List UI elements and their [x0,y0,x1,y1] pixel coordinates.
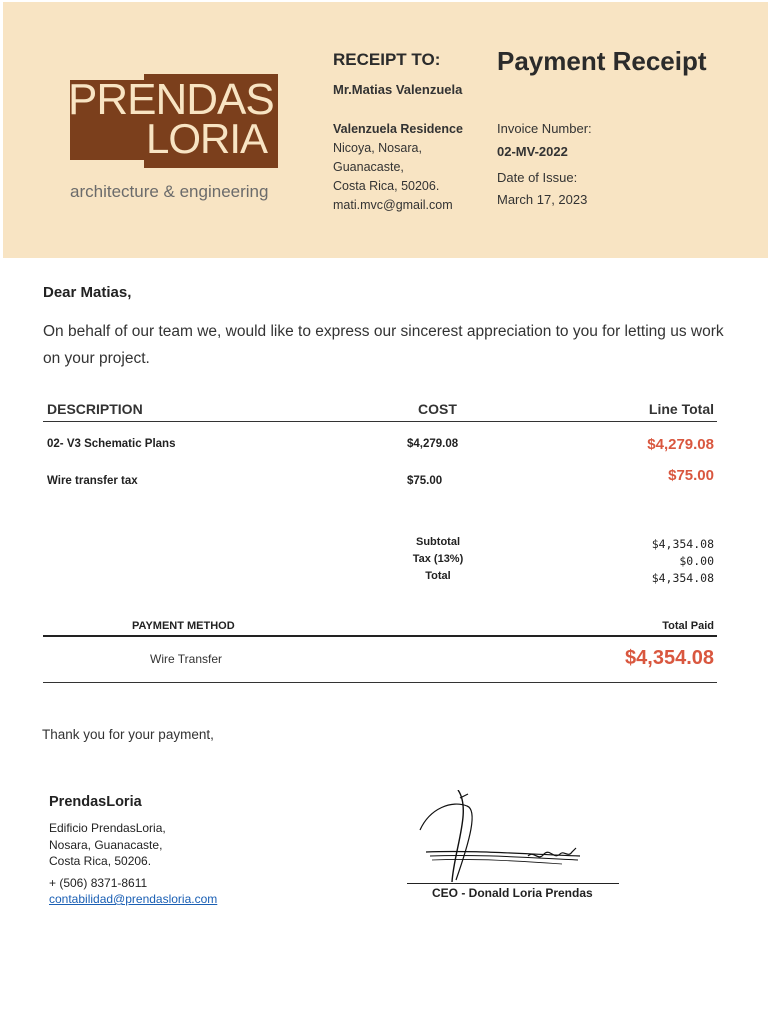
line-item-total: $4,279.08 [647,436,714,453]
payment-footer-divider [43,682,717,683]
logo-tagline: architecture & engineering [70,182,269,201]
column-header-cost: COST [418,401,457,417]
line-item-description: Wire transfer tax [47,475,138,487]
receipt-to-title: RECEIPT TO: [333,50,441,69]
subtotal-value: $4,354.08 [651,537,714,551]
subtotal-label: Subtotal [416,536,460,548]
company-phone: + (506) 8371-8611 [49,876,148,890]
date-of-issue-label: Date of Issue: [497,170,578,185]
signature-line [407,883,619,884]
table-header-divider [43,421,717,422]
company-address-line: Edificio PrendasLoria, [49,821,166,835]
signature-image [412,790,602,885]
document-title: Payment Receipt [497,46,707,76]
total-value: $4,354.08 [651,571,714,585]
payment-method-value: Wire Transfer [150,652,223,666]
total-paid-value: $4,354.08 [625,647,714,669]
company-address-line: Costa Rica, 50206. [49,854,152,868]
signatory-name: CEO - Donald Loria Prendas [432,886,593,900]
line-item-total: $75.00 [668,467,714,484]
line-item-description: 02- V3 Schematic Plans [47,438,176,450]
letter-intro: On behalf of our team we, would like to express our sincerest appreciation to you for letting us work on your project. [43,323,724,367]
recipient-email: mati.mvc@gmail.com [333,198,453,212]
recipient-address-line: Nicoya, Nosara, [333,141,422,155]
column-header-line-total: Line Total [648,401,714,417]
company-email-link[interactable]: contabilidad@prendasloria.com [49,892,218,906]
tax-value: $0.00 [679,554,714,568]
logo-text-prendas: PRENDAS [68,75,274,124]
recipient-address-line: Costa Rica, 50206. [333,179,440,193]
column-header-description: DESCRIPTION [47,401,143,417]
invoice-number: 02-MV-2022 [497,144,568,159]
logo-text-loria: LORIA [146,115,268,162]
company-address [49,820,166,870]
recipient-address-line: Guanacaste, [333,160,404,174]
date-of-issue: March 17, 2023 [497,192,588,207]
line-item-cost: $4,279.08 [407,438,459,450]
recipient-address [333,120,463,215]
closing-thanks: Thank you for your payment, [42,727,214,742]
company-logo [68,72,283,212]
company-name: PrendasLoria [49,794,142,810]
company-address-line: Nosara, Guanacaste, [49,837,163,852]
invoice-number-label: Invoice Number: [497,121,592,136]
total-label: Total [425,570,451,582]
payment-header-divider [43,635,717,637]
letter-greeting: Dear Matias, [43,284,132,301]
recipient-name: Mr.Matias Valenzuela [333,82,463,97]
total-paid-header: Total Paid [662,620,714,632]
recipient-residence: Valenzuela Residence [333,122,463,136]
line-item-cost: $75.00 [407,475,443,487]
tax-label: Tax (13%) [412,553,464,565]
payment-method-header: PAYMENT METHOD [132,620,235,632]
